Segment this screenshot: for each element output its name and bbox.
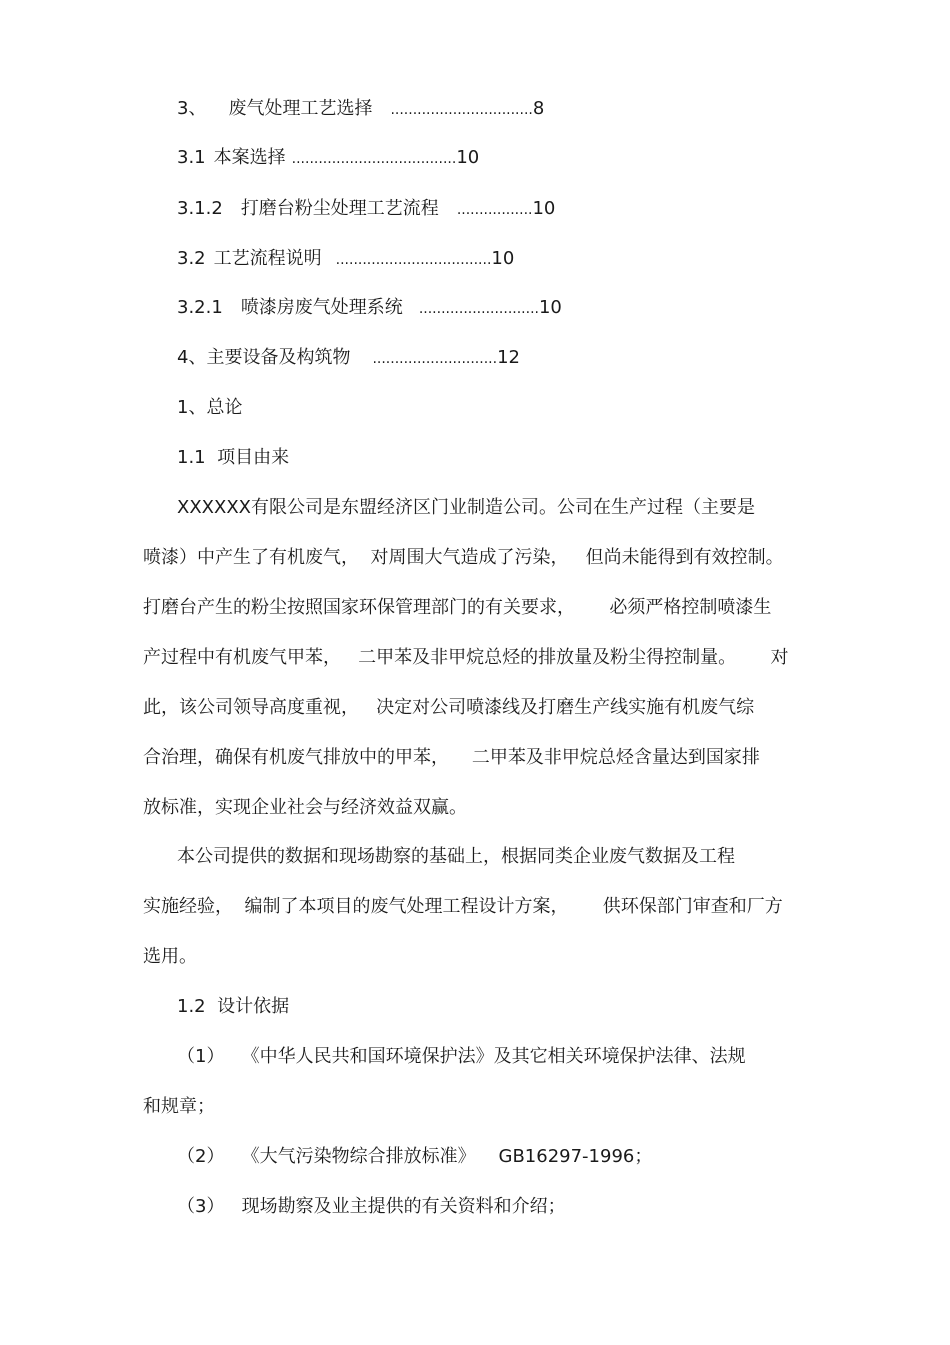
paragraph-line: 实施经验， 编制了本项目的废气处理工程设计方案， 供环保部门审查和厂方 [143, 896, 783, 917]
toc-number: 3.2.1 [177, 297, 223, 318]
toc-page: 12 [497, 347, 520, 368]
toc-entry [177, 97, 544, 122]
paragraph-line: 喷漆）中产生了有机废气， 对周围大气造成了污染， 但尚未能得到有效控制。 [143, 547, 784, 568]
paragraph-line: 产过程中有机废气甲苯， 二甲苯及非甲烷总烃的排放量及粉尘得控制量。 对 [143, 647, 789, 668]
toc-dots: ................. [456, 202, 533, 218]
toc-entry [177, 346, 520, 371]
toc-dots: ..................................... [291, 151, 457, 167]
paragraph-line: 合治理，确保有机废气排放中的甲苯， 二甲苯及非甲烷总烃含量达到国家排 [143, 747, 760, 768]
basis-item: （1） 《中华人民共和国环境保护法》及其它相关环境保护法律、法规 [177, 1046, 746, 1067]
paragraph-line: 此，该公司领导高度重视， 决定对公司喷漆线及打磨生产线实施有机废气综 [143, 697, 755, 718]
toc-number: 3.1.2 [177, 198, 223, 219]
toc-page: 10 [532, 198, 556, 219]
toc-page: 8 [532, 98, 545, 119]
toc-title: 废气处理工艺选择 [228, 98, 373, 119]
toc-dots: ................................... [335, 252, 492, 268]
toc-number: 3、 [177, 98, 207, 119]
paragraph-line: 本公司提供的数据和现场勘察的基础上，根据同类企业废气数据及工程 [177, 846, 735, 867]
toc-title: 打磨台粉尘处理工艺流程 [240, 198, 439, 219]
paragraph-line: 放标准，实现企业社会与经济效益双赢。 [143, 797, 467, 818]
toc-number: 3.2 [177, 248, 206, 269]
toc-entry [177, 296, 562, 321]
section-heading: 1、总论 [177, 397, 243, 418]
subsection-heading: 1.2 设计依据 [177, 996, 290, 1017]
paragraph-line: XXXXXX有限公司是东盟经济区门业制造公司。公司在生产过程（主要是 [177, 497, 755, 518]
toc-page: 10 [491, 248, 515, 269]
basis-item: （2） 《大气污染物综合排放标准》 GB16297-1996； [177, 1146, 653, 1167]
toc-number: 3.1 [177, 147, 206, 168]
toc-dots: ............................ [372, 351, 498, 367]
toc-entry [177, 197, 555, 222]
toc-page: 10 [538, 297, 562, 318]
toc-number: 4、 [177, 347, 207, 368]
toc-entry [177, 247, 514, 272]
toc-dots: ........................... [418, 301, 539, 317]
paragraph-line: 选用。 [143, 946, 197, 967]
paragraph-line: 打磨台产生的粉尘按照国家环保管理部门的有关要求， 必须严格控制喷漆生 [143, 597, 772, 618]
toc-entry [177, 146, 479, 171]
subsection-heading: 1.1 项目由来 [177, 447, 290, 468]
toc-page: 10 [456, 147, 480, 168]
toc-title: 喷漆房废气处理系统 [240, 297, 403, 318]
toc-dots: ................................ [390, 102, 533, 118]
toc-title: 本案选择 [213, 147, 286, 168]
toc-title: 工艺流程说明 [213, 248, 322, 269]
basis-item-continuation: 和规章； [143, 1096, 215, 1117]
basis-item: （3） 现场勘察及业主提供的有关资料和介绍； [177, 1196, 566, 1217]
toc-title: 主要设备及构筑物 [206, 347, 351, 368]
